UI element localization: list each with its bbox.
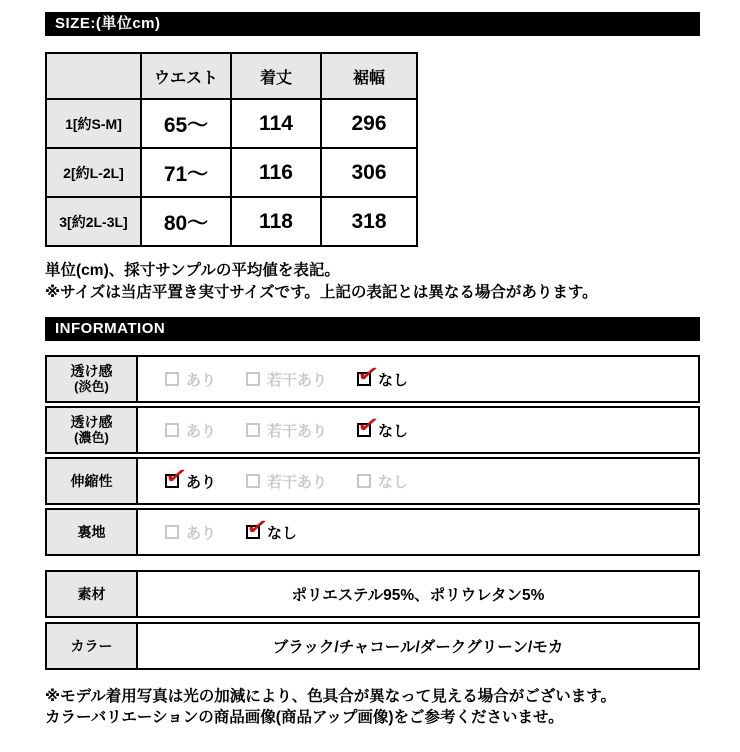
- detail-table: [45, 570, 700, 670]
- checkbox-icon: [246, 372, 260, 386]
- detail-row-value: ブラック/チャコール/ダークグリーン/モカ: [272, 639, 564, 656]
- red-check-icon: ✓: [162, 461, 190, 492]
- info-row-sheerness-light: [45, 355, 700, 403]
- checkbox-icon: [246, 474, 260, 488]
- red-check-icon: ✓: [354, 410, 382, 441]
- size-cell-waist: 71～: [141, 148, 231, 197]
- option-jakkan-ari: 若干あり: [246, 471, 327, 492]
- info-row-stretch: [45, 457, 700, 505]
- size-section-title: SIZE:(単位cm): [55, 15, 161, 32]
- detail-row-color: [45, 622, 700, 670]
- footer-note-line: カラーバリエーションの商品画像(商品アップ画像)をご参考くださいませ。: [45, 709, 564, 726]
- size-table-row: [46, 99, 417, 148]
- info-row-label: 伸縮性: [47, 459, 138, 503]
- size-cell-hem: 318: [321, 197, 417, 246]
- size-table-corner-cell: [46, 53, 141, 99]
- info-row-label: 裏地: [47, 510, 138, 554]
- size-section-header: [45, 12, 700, 36]
- checkbox-icon: [165, 423, 179, 437]
- option-nashi: ✓ なし: [354, 410, 409, 441]
- checkbox-icon: [246, 423, 260, 437]
- size-table-header-hem: 裾幅: [321, 53, 417, 99]
- option-ari: あり: [165, 369, 216, 390]
- size-cell-hem: 306: [321, 148, 417, 197]
- size-table-row: [46, 197, 417, 246]
- option-ari: ✓ あり: [162, 461, 217, 492]
- option-jakkan-ari: 若干あり: [246, 369, 327, 390]
- option-ari: あり: [165, 420, 216, 441]
- size-cell-length: 114: [231, 99, 321, 148]
- footer-note-line: ※モデル着用写真は光の加減により、色具合が異なって見える場合がございます。: [45, 688, 617, 705]
- size-cell-hem: 296: [321, 99, 417, 148]
- size-row-label: 2[約L-2L]: [46, 148, 141, 197]
- information-section-header: [45, 317, 700, 341]
- size-cell-waist: 65～: [141, 99, 231, 148]
- information-section-title: INFORMATION: [55, 320, 166, 337]
- size-row-label: 3[約2L-3L]: [46, 197, 141, 246]
- info-row-label: 透け感 (濃色): [47, 408, 138, 452]
- size-table: [45, 52, 418, 247]
- info-row-lining: [45, 508, 700, 556]
- info-row-options: [138, 408, 698, 452]
- footer-notes: [45, 686, 700, 728]
- option-jakkan-ari: 若干あり: [246, 420, 327, 441]
- checkbox-icon: [165, 525, 179, 539]
- size-cell-length: 116: [231, 148, 321, 197]
- info-row-sheerness-dark: [45, 406, 700, 454]
- detail-row-material: [45, 570, 700, 618]
- size-note-line: 単位(cm)、採寸サンプルの平均値を表記。: [45, 262, 340, 279]
- info-row-options: [138, 459, 698, 503]
- information-table: [45, 355, 700, 556]
- size-table-header-length: 着丈: [231, 53, 321, 99]
- option-nashi: なし: [357, 471, 408, 492]
- red-check-icon: ✓: [354, 359, 382, 390]
- size-table-header-row: [46, 53, 417, 99]
- size-row-label: 1[約S-M]: [46, 99, 141, 148]
- checkbox-icon: [165, 372, 179, 386]
- size-table-header-waist: ウエスト: [141, 53, 231, 99]
- option-nashi: ✓ なし: [243, 512, 298, 543]
- info-row-label: 透け感 (淡色): [47, 357, 138, 401]
- detail-row-label: カラー: [47, 624, 138, 668]
- option-ari: あり: [165, 522, 216, 543]
- option-nashi: ✓ なし: [354, 359, 409, 390]
- detail-row-label: 素材: [47, 572, 138, 616]
- checkbox-icon: [357, 474, 371, 488]
- size-cell-length: 118: [231, 197, 321, 246]
- info-row-options: [138, 510, 698, 554]
- info-row-options: [138, 357, 698, 401]
- detail-row-value: ポリエステル95%、ポリウレタン5%: [291, 587, 545, 604]
- size-notes: [45, 260, 700, 304]
- red-check-icon: ✓: [243, 512, 271, 543]
- size-note-line: ※サイズは当店平置き実寸サイズです。上記の表記とは異なる場合があります。: [45, 284, 598, 301]
- size-cell-waist: 80～: [141, 197, 231, 246]
- page-content: [45, 12, 700, 728]
- size-table-row: [46, 148, 417, 197]
